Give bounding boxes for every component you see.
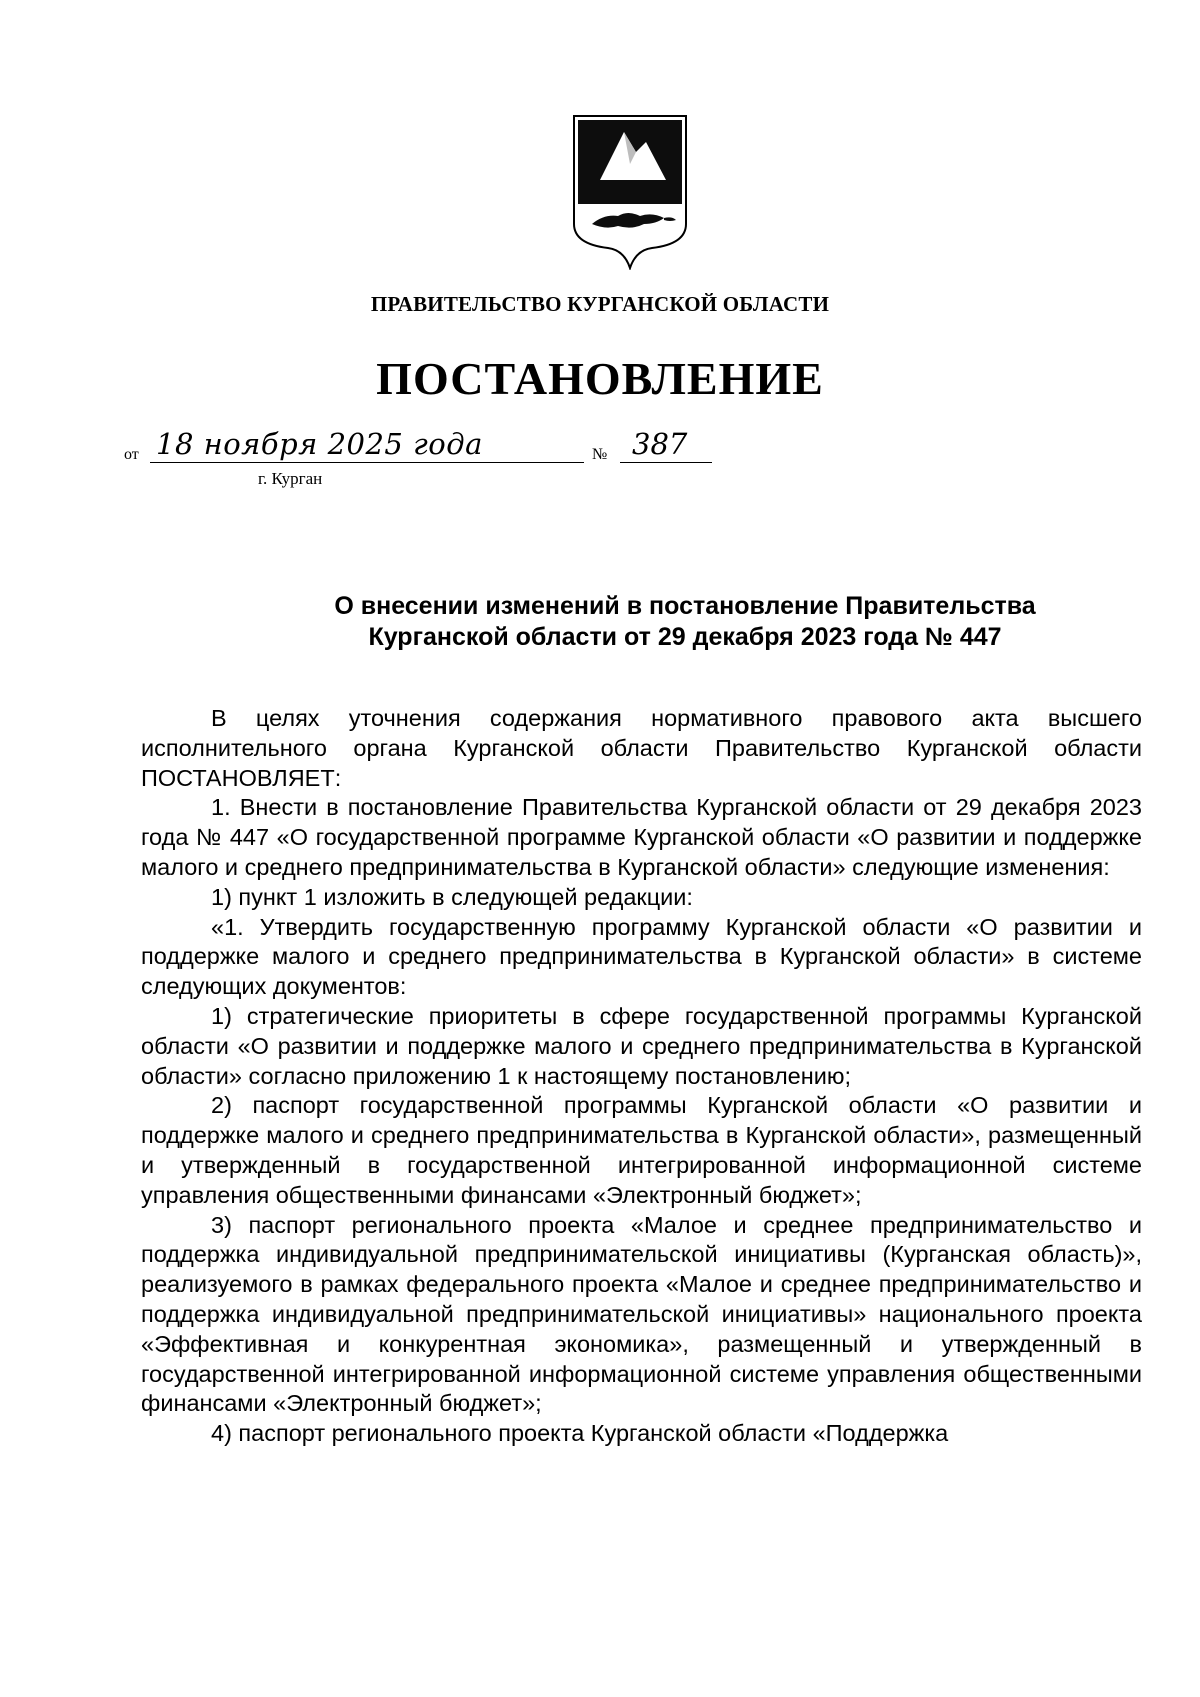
- kurgan-region-coat-of-arms-icon: [570, 112, 690, 270]
- body-paragraph: 1) пункт 1 изложить в следующей редакции:: [211, 883, 693, 910]
- body-paragraph: 1. Внести в постановление Правительства Курганской области от 29 декабря 2023 года № 447 «О государственной программе Курганской области «О развитии и поддержке малого и среднего предпринимательства в Курганской области» следующие изменения:: [141, 794, 1142, 880]
- number-label: №: [592, 446, 608, 463]
- body-paragraph: 2) паспорт государственной программы Курганской области «О развитии и поддержке малого и среднего предпринимательства в Курганской области», размещенный и утвержденный в государственной интегрированной информационной системе управления общественными финансами «Электронный бюджет»;: [141, 1092, 1142, 1208]
- date-prefix-label: от: [124, 446, 139, 463]
- issuing-authority: ПРАВИТЕЛЬСТВО КУРГАНСКОЙ ОБЛАСТИ: [370, 292, 830, 316]
- date-field: [150, 427, 584, 463]
- body-paragraph: 1) стратегические приоритеты в сфере государственной программы Курганской области «О развитии и поддержке малого и среднего предпринимательства в Курганской области» согласно приложению 1 к настоящему постановлению;: [141, 1002, 1142, 1089]
- body-paragraph: 4) паспорт регионального проекта Курганской области «Поддержка: [211, 1420, 949, 1447]
- body-paragraph: «1. Утвердить государственную программу Курганской области «О развитии и поддержке малого и среднего предпринимательства в Курганской области» в системе следующих документов:: [141, 913, 1142, 1000]
- number-field: [620, 427, 712, 463]
- title-line-2: Курганской области от 29 декабря 2023 года № 447: [368, 623, 1002, 651]
- title-line-1: О внесении изменений в постановление Правительства: [334, 592, 1036, 620]
- document-body: [141, 704, 1142, 1449]
- body-paragraph: В целях уточнения содержания нормативного правового акта высшего исполнительного органа Курганской области Правительство Курганской области ПОСТАНОВЛЯЕТ:: [141, 705, 1142, 791]
- place-of-issue: г. Курган: [258, 469, 323, 488]
- handwritten-date: 18 ноября 2025 года: [156, 427, 483, 461]
- document-type-heading: ПОСТАНОВЛЕНИЕ: [376, 353, 824, 404]
- document-title: [300, 591, 1070, 653]
- handwritten-number: 387: [632, 427, 688, 461]
- body-paragraph: 3) паспорт регионального проекта «Малое и среднее предпринимательство и поддержка индивидуальной предпринимательской инициативы (Курганская область)», реализуемого в рамках федерального проекта «Малое и среднее предпринимательство и поддержка индивидуальной предпринимательской инициативы» национального проекта «Эффективная и конкурентная экономика», размещенный и утвержденный в государственной интегрированной информационной системе управления общественными финансами «Электронный бюджет»;: [141, 1211, 1142, 1417]
